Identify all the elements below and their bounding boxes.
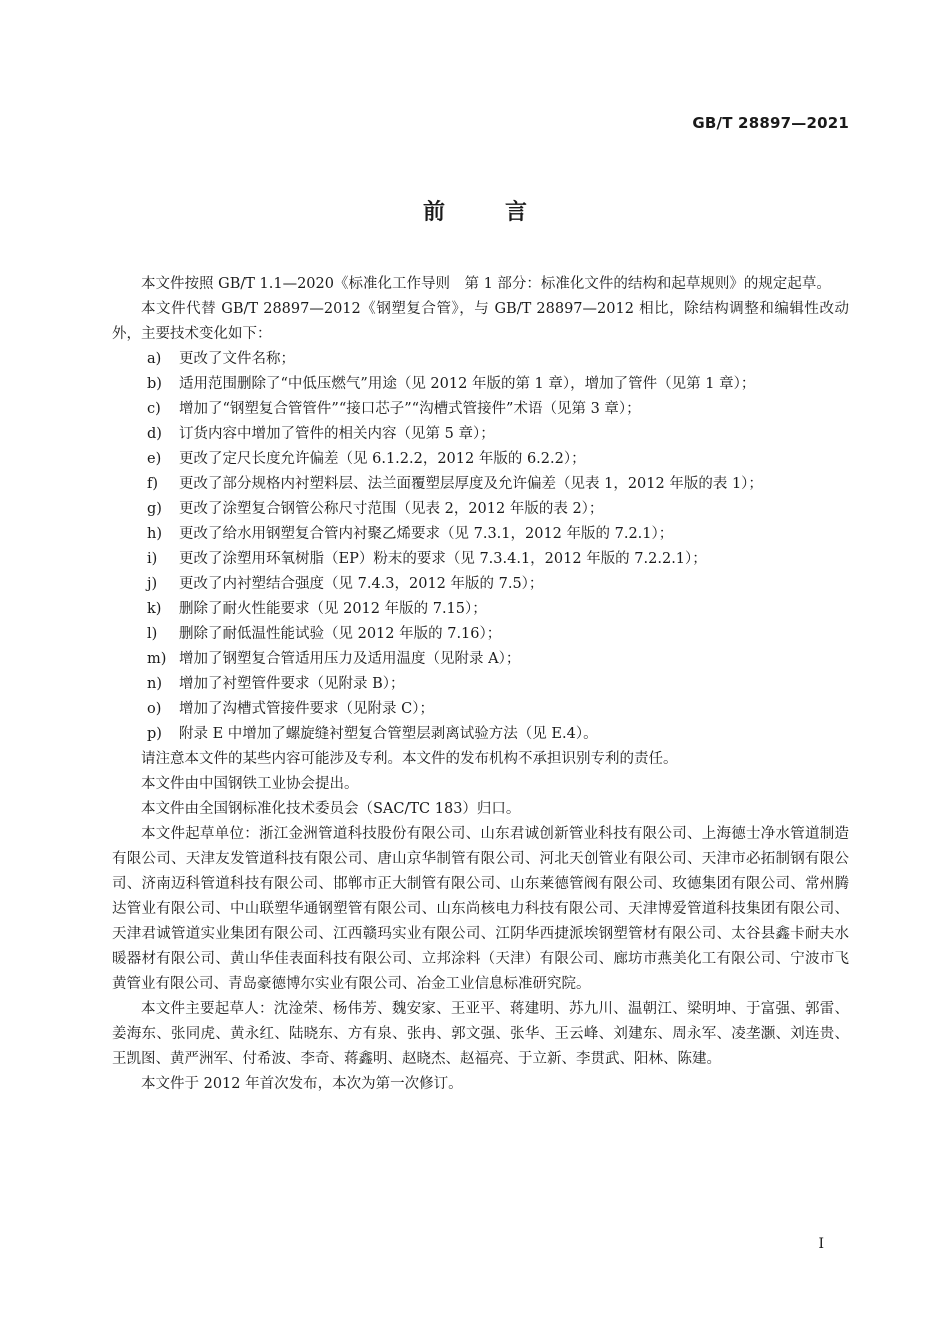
list-item-label: f)	[147, 476, 159, 492]
list-item-label: o)	[147, 701, 162, 717]
list-item	[112, 372, 849, 397]
list-item-label: m)	[147, 651, 167, 667]
list-item-text: 更改了涂塑用环氧树脂（EP）粉末的要求（见 7.3.4.1，2012 年版的 7.2.2.1）；	[179, 551, 707, 567]
list-item-text: 更改了涂塑复合钢管公称尺寸范围（见表 2，2012 年版的表 2）；	[179, 501, 604, 517]
list-item	[112, 497, 849, 522]
list-item	[112, 672, 849, 697]
list-item-label: b)	[147, 376, 162, 392]
list-item-label: c)	[147, 401, 161, 417]
list-item	[112, 422, 849, 447]
page-title	[0, 195, 950, 226]
foreword-body	[112, 272, 849, 1097]
title-char-2: 言	[505, 200, 528, 225]
list-item	[112, 572, 849, 597]
page-number: I	[818, 1236, 824, 1252]
list-item-text: 更改了给水用钢塑复合管内衬聚乙烯要求（见 7.3.1，2012 年版的 7.2.1）；	[179, 526, 674, 542]
list-item-text: 更改了内衬塑结合强度（见 7.4.3，2012 年版的 7.5）；	[179, 576, 544, 592]
list-item-label: p)	[147, 726, 162, 742]
list-item-text: 删除了耐低温性能试验（见 2012 年版的 7.16）；	[179, 626, 502, 642]
list-item	[112, 697, 849, 722]
list-item-label: j)	[147, 576, 158, 592]
list-item-text: 增加了钢塑复合管适用压力及适用温度（见附录 A）；	[179, 651, 521, 667]
title-char-1: 前	[422, 200, 445, 225]
list-item	[112, 597, 849, 622]
list-item	[112, 347, 849, 372]
list-item	[112, 522, 849, 547]
list-item	[112, 647, 849, 672]
list-item	[112, 622, 849, 647]
list-item-text: 更改了文件名称；	[179, 351, 295, 367]
list-item	[112, 397, 849, 422]
drafters: 本文件主要起草人：沈淦荣、杨伟芳、魏安家、王亚平、蒋建明、苏九川、温朝江、梁明坤、于富强、郭雷、姜海东、张同虎、黄永红、陆晓东、方有泉、张冉、郭文强、张华、王云峰、刘建东、周永军、凌垄灏、刘连贵、王凯图、黄严洲军、付希波、李奇、蒋鑫明、赵晓杰、赵福亮、于立新、李贯武、阳林、陈建。	[112, 1001, 849, 1067]
list-item-text: 更改了定尺长度允许偏差（见 6.1.2.2，2012 年版的 6.2.2）；	[179, 451, 586, 467]
list-item-label: l)	[147, 626, 158, 642]
list-item	[112, 547, 849, 572]
list-item-text: 适用范围删除了“中低压燃气”用途（见 2012 年版的第 1 章），增加了管件（见第 1 章）；	[179, 376, 756, 392]
list-item-text: 附录 E 中增加了螺旋缝衬塑复合管塑层剥离试验方法（见 E.4）。	[179, 726, 598, 742]
list-item-text: 增加了沟槽式管接件要求（见附录 C）；	[179, 701, 434, 717]
list-item-label: k)	[147, 601, 162, 617]
list-item-text: 订货内容中增加了管件的相关内容（见第 5 章）；	[179, 426, 495, 442]
list-item-label: e)	[147, 451, 162, 467]
proposer-statement: 本文件由中国钢铁工业协会提出。	[141, 776, 359, 792]
paragraph: 本文件按照 GB/T 1.1—2020《标准化工作导则 第 1 部分：标准化文件的结构和起草规则》的规定起草。	[141, 276, 831, 292]
administrator-statement: 本文件由全国钢标准化技术委员会（SAC/TC 183）归口。	[141, 801, 521, 817]
list-item	[112, 447, 849, 472]
list-item-text: 更改了部分规格内衬塑料层、法兰面覆塑层厚度及允许偏差（见表 1，2012 年版的表 1）；	[179, 476, 763, 492]
paragraph: 本文件代替 GB/T 28897—2012《钢塑复合管》，与 GB/T 28897—2012 相比，除结构调整和编辑性改动外，主要技术变化如下：	[112, 301, 849, 342]
list-item-text: 增加了“钢塑复合管管件”“接口芯子”“沟槽式管接件”术语（见第 3 章）；	[179, 401, 641, 417]
list-item-label: i)	[147, 551, 158, 567]
drafting-units: 本文件起草单位：浙江金洲管道科技股份有限公司、山东君诚创新管业科技有限公司、上海德士净水管道制造有限公司、天津友发管道科技有限公司、唐山京华制管有限公司、河北天创管业有限公司、天津市必拓制钢有限公司、济南迈科管道科技有限公司、邯郸市正大制管有限公司、山东莱德管阀有限公司、玫德集团有限公司、常州腾达管业有限公司、中山联塑华通钢塑管有限公司、山东尚核电力科技有限公司、天津博爱管道科技集团有限公司、天津君诚管道实业集团有限公司、江西赣玛实业有限公司、江阴华西捷派埃钢塑管材有限公司、太谷县鑫卡耐夫水暖器材有限公司、黄山华佳表面科技有限公司、立邦涂料（天津）有限公司、廊坊市燕美化工有限公司、宁波市飞黄管业有限公司、青岛豪德博尔实业有限公司、冶金工业信息标准研究院。	[112, 826, 849, 992]
list-item-text: 增加了衬塑管件要求（见附录 B）；	[179, 676, 405, 692]
list-item-text: 删除了耐火性能要求（见 2012 年版的 7.15）；	[179, 601, 487, 617]
publication-history: 本文件于 2012 年首次发布，本次为第一次修订。	[141, 1076, 463, 1092]
list-item	[112, 472, 849, 497]
list-item-label: g)	[147, 501, 162, 517]
changes-list	[112, 347, 849, 747]
list-item	[112, 722, 849, 747]
patent-notice: 请注意本文件的某些内容可能涉及专利。本文件的发布机构不承担识别专利的责任。	[141, 751, 678, 767]
list-item-label: a)	[147, 351, 162, 367]
list-item-label: h)	[147, 526, 162, 542]
standard-code: GB/T 28897—2021	[692, 114, 849, 132]
list-item-label: n)	[147, 676, 162, 692]
list-item-label: d)	[147, 426, 162, 442]
